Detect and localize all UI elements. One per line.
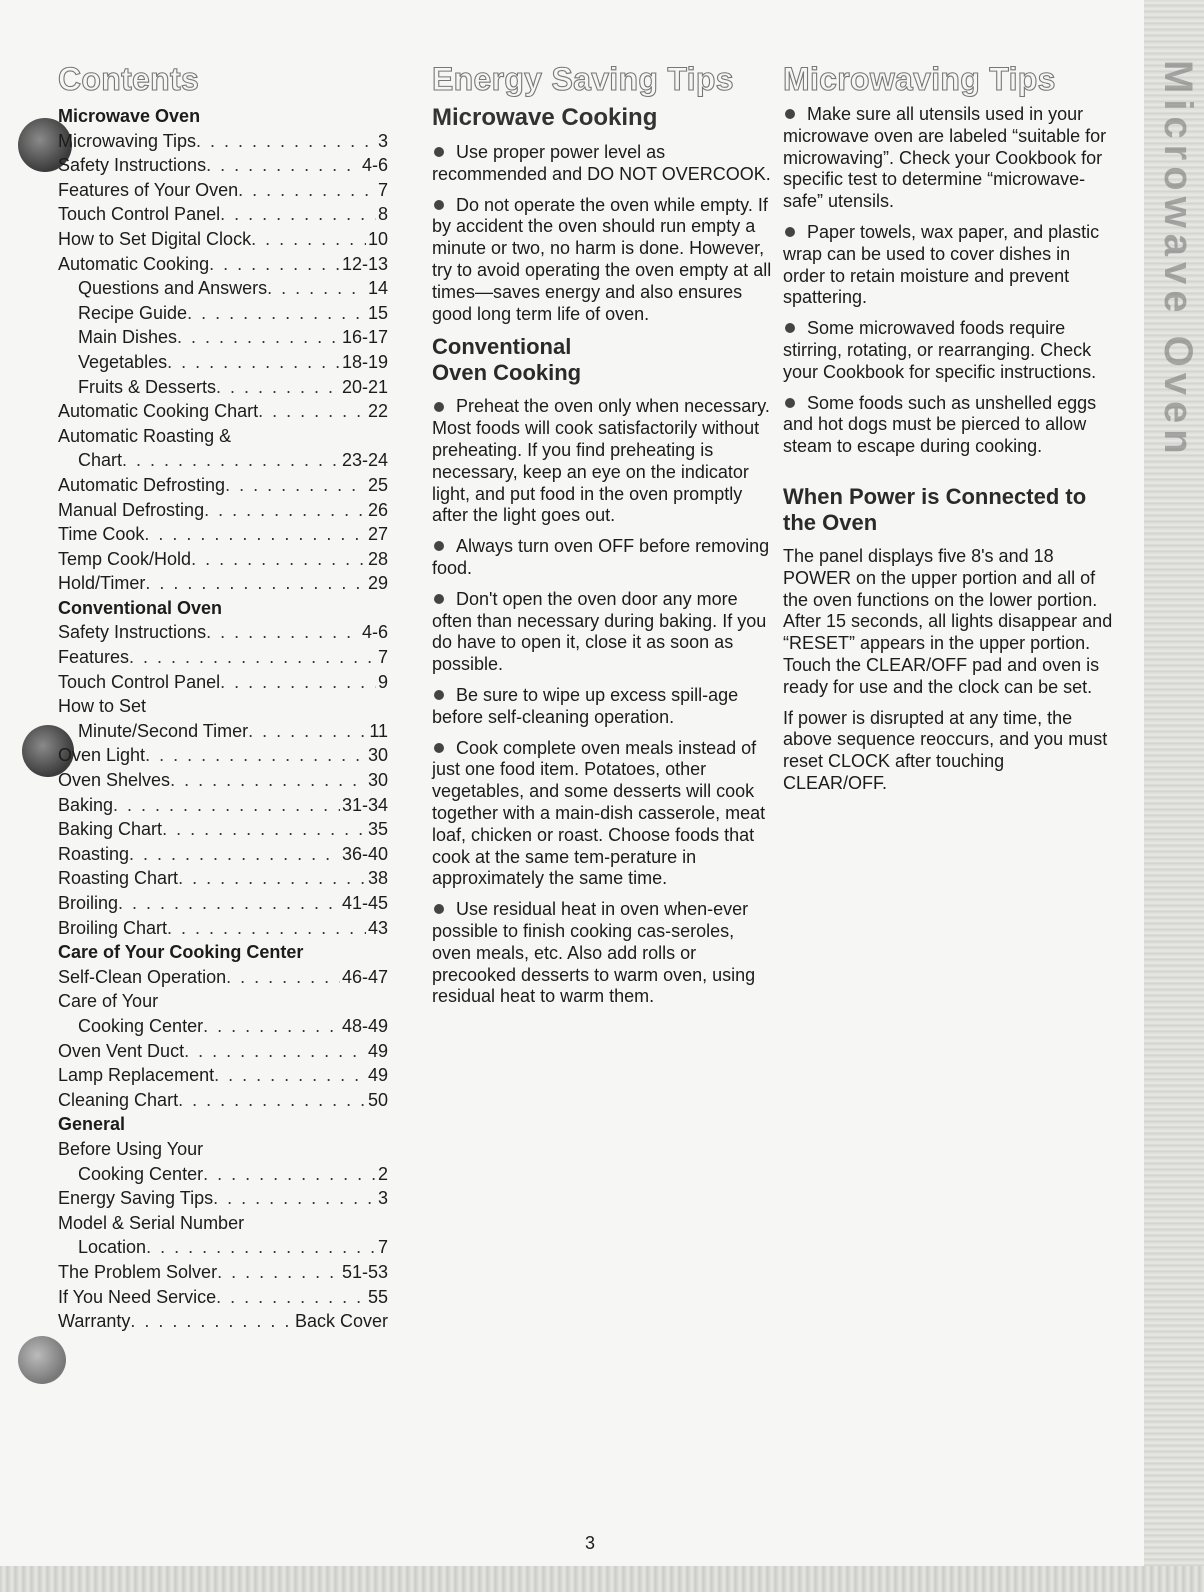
toc-leader-dots <box>129 842 340 867</box>
toc-entry-page: 51-53 <box>341 1261 388 1282</box>
toc-entry <box>58 1088 388 1113</box>
toc-entry <box>58 547 388 572</box>
tip-text: Don't open the oven door any more often than necessary during baking. If you do have to open it, close it as soon as possible. <box>432 588 767 675</box>
toc-leader-dots <box>203 1014 340 1039</box>
toc-leader-dots <box>251 227 366 252</box>
toc-entry <box>58 1260 388 1285</box>
toc-leader-dots <box>267 276 366 301</box>
tip-text: Some microwaved foods require stirring, rotating, or rearranging. Check your Cookbook for specific instructions. <box>783 318 1097 382</box>
toc-leader-dots <box>178 1088 366 1113</box>
toc-leader-dots <box>130 1309 293 1334</box>
heading-line: Conventional <box>432 334 572 360</box>
bullet-icon <box>434 743 444 753</box>
toc-leader-dots <box>220 670 376 695</box>
energy-title: Energy Saving Tips <box>432 61 734 97</box>
toc-entry-label: Hold/Timer <box>58 573 146 594</box>
toc-entry-label: Automatic Cooking <box>58 253 210 274</box>
toc-entry-page: 16-17 <box>341 327 388 348</box>
toc-leader-dots <box>177 325 340 350</box>
toc-leader-dots <box>118 891 340 916</box>
toc-entry-page: 11 <box>369 720 388 741</box>
toc-leader-dots <box>216 375 340 400</box>
toc-section-heading: General <box>58 1114 126 1135</box>
toc-entry-label: Recipe Guide <box>78 302 188 323</box>
bullet-icon <box>434 402 444 412</box>
bullet-icon <box>434 541 444 551</box>
toc-leader-dots <box>220 202 376 227</box>
toc-entry <box>58 620 388 645</box>
toc-entry <box>58 866 388 891</box>
toc-leader-dots <box>146 1235 376 1260</box>
toc-entry-page: 4-6 <box>361 155 388 176</box>
toc-entry-page: 7 <box>377 647 388 668</box>
toc-entry-label: The Problem Solver <box>58 1261 218 1282</box>
toc-entry-label: Vegetables <box>78 351 168 372</box>
toc-entry-page: 15 <box>367 302 388 323</box>
toc-entry-page: 43 <box>367 917 388 938</box>
toc-entry <box>58 1186 388 1211</box>
power-paragraphs <box>783 546 1113 795</box>
toc-entry <box>58 571 388 596</box>
bullet-icon <box>434 200 444 210</box>
toc-entry: Before Using Your <box>58 1138 204 1159</box>
toc-list <box>58 104 388 1334</box>
tip-item <box>432 899 772 1008</box>
toc-entry-page: 3 <box>377 130 388 151</box>
toc-entry-page: 41-45 <box>341 893 388 913</box>
toc-entry-label: Cleaning Chart <box>58 1089 179 1110</box>
toc-entry-page: 55 <box>367 1286 388 1307</box>
toc-leader-dots <box>206 620 360 645</box>
toc-entry-label: Automatic Cooking Chart <box>58 401 259 422</box>
toc-entry-page: 35 <box>367 819 388 840</box>
toc-entry <box>58 768 388 793</box>
toc-entry-label: Touch Control Panel <box>58 204 221 225</box>
toc-entry: Automatic Roasting & <box>58 425 232 446</box>
toc-entry-label: Oven Shelves <box>58 770 171 791</box>
toc-leader-dots <box>209 252 340 277</box>
toc-entry-page: 14 <box>367 278 388 299</box>
toc-leader-dots <box>226 965 340 990</box>
toc-entry-label: Main Dishes <box>78 327 178 348</box>
toc-entry <box>58 276 388 301</box>
conventional-oven-heading <box>432 334 772 386</box>
toc-leader-dots <box>187 301 366 326</box>
toc-entry <box>58 227 388 252</box>
power-connected-heading: When Power is Connected to the Oven <box>783 483 1087 535</box>
toc-entry-label: Safety Instructions <box>58 155 207 176</box>
contents-title: Contents <box>58 61 200 97</box>
tip-item <box>432 738 772 891</box>
toc-leader-dots <box>206 153 360 178</box>
toc-entry <box>58 916 388 941</box>
bullet-icon <box>434 594 444 604</box>
toc-leader-dots <box>113 793 340 818</box>
toc-entry-label: Touch Control Panel <box>58 671 221 692</box>
contents-column <box>58 60 388 1334</box>
toc-entry-label: Questions and Answers <box>78 278 268 299</box>
toc-leader-dots <box>167 350 340 375</box>
toc-entry <box>58 399 388 424</box>
toc-entry-label: Location <box>78 1237 147 1258</box>
power-paragraph: The panel displays five 8's and 18 POWER on the upper portion and all of the oven functions on the lower portion. After 15 seconds, all lights disappear and “RESET” appears in the upper portion. Touch the CLEAR/OFF pad and oven is ready for use and the clock can be set. <box>783 545 1113 697</box>
toc-leader-dots <box>216 1285 366 1310</box>
toc-entry-page: 48-49 <box>341 1015 388 1036</box>
tip-text: Cook complete oven meals instead of just one food item. Potatoes, other vegetables, and some desserts will cook together with a main-dish casserole, meat loaf, chicken or roast. Choose foods that cook at the same tem-perature in approximately the same time. <box>432 737 766 889</box>
toc-entry <box>58 1014 388 1039</box>
toc-entry <box>58 645 388 670</box>
toc-entry-label: Broiling Chart <box>58 917 168 938</box>
toc-entry-page: 46-47 <box>341 966 388 987</box>
toc-leader-dots <box>203 1162 376 1187</box>
toc-entry <box>58 350 388 375</box>
toc-entry-label: Cooking Center <box>78 1163 204 1184</box>
toc-entry-page: 38 <box>367 868 388 889</box>
tip-item <box>783 222 1113 309</box>
toc-entry-label: Broiling <box>58 893 119 913</box>
toc-entry <box>58 153 388 178</box>
toc-entry-page: 23-24 <box>341 450 388 471</box>
toc-leader-dots <box>248 719 367 744</box>
toc-entry-label: Automatic Defrosting <box>58 474 226 495</box>
toc-entry-label: Safety Instructions <box>58 622 207 643</box>
microwaving-tips-list <box>783 104 1113 458</box>
toc-entry-page: 28 <box>367 548 388 569</box>
toc-leader-dots <box>196 129 376 154</box>
tip-item <box>783 104 1113 213</box>
toc-leader-dots <box>217 1260 340 1285</box>
toc-entry <box>58 965 388 990</box>
heading-line: Oven Cooking <box>432 360 582 386</box>
toc-leader-dots <box>213 1186 376 1211</box>
tip-text: Do not operate the oven while empty. If by accident the oven should run empty a minute or two, no harm is done. However, try to avoid operating the oven empty at all times—saves energy and also ensures good long term life of oven. <box>432 194 772 324</box>
bullet-icon <box>434 147 444 157</box>
energy-column <box>432 60 772 1017</box>
toc-entry <box>58 522 388 547</box>
edge-tab <box>1144 0 1204 1592</box>
toc-entry-page: 12-13 <box>341 253 388 274</box>
tip-item <box>432 195 772 326</box>
toc-entry <box>58 301 388 326</box>
toc-entry <box>58 891 388 916</box>
toc-entry <box>58 473 388 498</box>
power-paragraph: If power is disrupted at any time, the above sequence reoccurs, and you must reset CLOCK after touching CLEAR/OFF. <box>783 707 1108 793</box>
toc-entry-label: Roasting Chart <box>58 868 179 889</box>
toc-entry-page: 7 <box>377 1237 388 1258</box>
toc-entry-page: 27 <box>367 524 388 545</box>
toc-entry-label: Baking Chart <box>58 819 163 840</box>
toc-entry-page: 8 <box>377 204 388 225</box>
bullet-icon <box>434 690 444 700</box>
toc-entry <box>58 202 388 227</box>
toc-entry-label: Cooking Center <box>78 1015 204 1036</box>
tip-item <box>783 393 1113 458</box>
toc-entry <box>58 1162 388 1187</box>
toc-entry: How to Set <box>58 696 147 717</box>
toc-entry <box>58 817 388 842</box>
toc-entry <box>58 252 388 277</box>
tip-text: Some foods such as unshelled eggs and hot dogs must be pierced to allow steam to escape during cooking. <box>783 392 1097 457</box>
toc-entry <box>58 1039 388 1064</box>
toc-entry-page: 30 <box>367 745 388 766</box>
toc-entry-page: 2 <box>377 1163 388 1184</box>
toc-entry: Model & Serial Number <box>58 1212 245 1233</box>
toc-leader-dots <box>238 178 376 203</box>
toc-entry-label: Roasting <box>58 843 130 864</box>
toc-entry-label: Self-Clean Operation <box>58 966 227 987</box>
toc-entry <box>58 129 388 154</box>
tip-text: Use proper power level as recommended and DO NOT OVERCOOK. <box>432 142 771 184</box>
toc-entry <box>58 448 388 473</box>
toc-entry <box>58 178 388 203</box>
toc-leader-dots <box>225 473 366 498</box>
toc-entry-page: 26 <box>367 499 388 520</box>
toc-entry <box>58 1285 388 1310</box>
toc-section-heading: Microwave Oven <box>58 106 201 126</box>
toc-entry <box>58 1235 388 1260</box>
microwave-tips-list <box>432 142 772 325</box>
bullet-icon <box>785 323 795 333</box>
tip-text: Be sure to wipe up excess spill-age before self-cleaning operation. <box>432 684 739 727</box>
tip-item <box>432 396 772 527</box>
toc-entry-label: Features <box>58 647 130 668</box>
toc-entry <box>58 793 388 818</box>
toc-entry: Care of Your <box>58 991 159 1012</box>
toc-entry <box>58 375 388 400</box>
tip-item <box>432 142 772 186</box>
toc-entry-page: 22 <box>367 401 388 422</box>
tip-text: Use residual heat in oven when-ever possible to finish cooking cas-seroles, oven meals, etc. Also add rolls or precooked desserts to warm oven, using residual heat to warm them. <box>432 899 756 1007</box>
toc-entry-label: How to Set Digital Clock <box>58 228 252 249</box>
toc-entry-label: Chart <box>78 450 123 471</box>
toc-leader-dots <box>162 817 366 842</box>
toc-entry-label: Minute/Second Timer <box>78 720 249 741</box>
tip-text: Paper towels, wax paper, and plastic wrap can be used to cover dishes in order to retain moisture and prevent spattering. <box>783 221 1100 308</box>
microwaving-column <box>783 60 1113 804</box>
toc-entry-label: Energy Saving Tips <box>58 1188 214 1209</box>
toc-leader-dots <box>129 645 376 670</box>
toc-entry-page: 49 <box>367 1040 388 1061</box>
bullet-icon <box>785 398 795 408</box>
microwaving-title: Microwaving Tips <box>783 61 1056 97</box>
toc-leader-dots <box>191 547 366 572</box>
toc-entry <box>58 743 388 768</box>
toc-entry <box>58 1309 388 1334</box>
toc-leader-dots <box>258 399 366 424</box>
toc-entry <box>58 670 388 695</box>
toc-section-heading: Conventional Oven <box>58 597 223 618</box>
toc-entry-page: 36-40 <box>341 843 388 864</box>
tip-item <box>432 589 772 676</box>
toc-leader-dots <box>145 571 366 596</box>
toc-leader-dots <box>170 768 366 793</box>
toc-leader-dots <box>214 1063 366 1088</box>
toc-entry <box>58 1063 388 1088</box>
bottom-edge-strip <box>0 1566 1204 1592</box>
tip-text: Preheat the oven only when necessary. Most foods will cook satisfactorily without preheating. If you find preheating is necessary, keep an eye on the indicator light, and put food in the oven promptly after the light goes out. <box>432 396 770 526</box>
toc-entry-label: Fruits & Desserts <box>78 376 217 397</box>
toc-entry <box>58 325 388 350</box>
tip-item <box>432 536 772 580</box>
toc-entry-page: 31-34 <box>341 794 388 815</box>
toc-entry-page: 30 <box>367 770 388 791</box>
toc-entry <box>58 719 388 744</box>
toc-entry-page: 20-21 <box>341 376 388 397</box>
toc-entry-label: Features of Your Oven <box>58 179 239 200</box>
toc-section-heading: Care of Your Cooking Center <box>58 942 304 963</box>
conventional-tips-list <box>432 396 772 1008</box>
tip-text: Always turn oven OFF before removing food. <box>432 536 770 578</box>
toc-entry-page: Back Cover <box>294 1311 388 1332</box>
tip-item <box>432 685 772 729</box>
toc-entry-page: 7 <box>377 179 388 200</box>
edge-tab-label: Microwave Oven <box>1156 60 1200 460</box>
toc-entry-label: Time Cook <box>58 524 145 545</box>
tip-item <box>783 318 1113 383</box>
toc-entry-page: 50 <box>367 1089 388 1110</box>
toc-entry-page: 29 <box>367 573 388 594</box>
toc-leader-dots <box>122 448 340 473</box>
toc-leader-dots <box>184 1039 366 1064</box>
toc-entry-label: Temp Cook/Hold <box>58 548 192 569</box>
toc-leader-dots <box>144 522 366 547</box>
toc-entry <box>58 842 388 867</box>
toc-entry-page: 18-19 <box>341 351 388 372</box>
toc-leader-dots <box>204 498 366 523</box>
toc-entry-label: Microwaving Tips <box>58 130 197 151</box>
toc-entry-label: Baking <box>58 794 114 815</box>
bullet-icon <box>785 227 795 237</box>
binder-hole-icon <box>18 1336 66 1384</box>
toc-entry-label: Oven Vent Duct <box>58 1040 185 1061</box>
toc-entry <box>58 498 388 523</box>
toc-leader-dots <box>167 916 366 941</box>
microwave-cooking-heading: Microwave Cooking <box>432 104 658 131</box>
toc-entry-label: Warranty <box>58 1311 131 1332</box>
tip-text: Make sure all utensils used in your microwave oven are labeled “suitable for microwaving”. Check your Cookbook for specific test to determine “microwave-safe” utensils. <box>783 104 1107 212</box>
toc-entry-page: 9 <box>377 671 388 692</box>
toc-entry-page: 4-6 <box>361 622 388 643</box>
page-number: 3 <box>585 1533 596 1553</box>
toc-entry-label: If You Need Service <box>58 1286 217 1307</box>
toc-entry-page: 3 <box>377 1188 388 1209</box>
bullet-icon <box>785 109 795 119</box>
toc-entry-page: 49 <box>367 1065 388 1086</box>
toc-entry-label: Manual Defrosting <box>58 499 205 520</box>
toc-entry-label: Lamp Replacement <box>58 1065 215 1086</box>
toc-leader-dots <box>145 743 366 768</box>
toc-entry-page: 10 <box>367 228 388 249</box>
toc-entry-label: Oven Light <box>58 745 146 766</box>
bullet-icon <box>434 904 444 914</box>
toc-entry-page: 25 <box>367 474 388 495</box>
toc-leader-dots <box>178 866 366 891</box>
